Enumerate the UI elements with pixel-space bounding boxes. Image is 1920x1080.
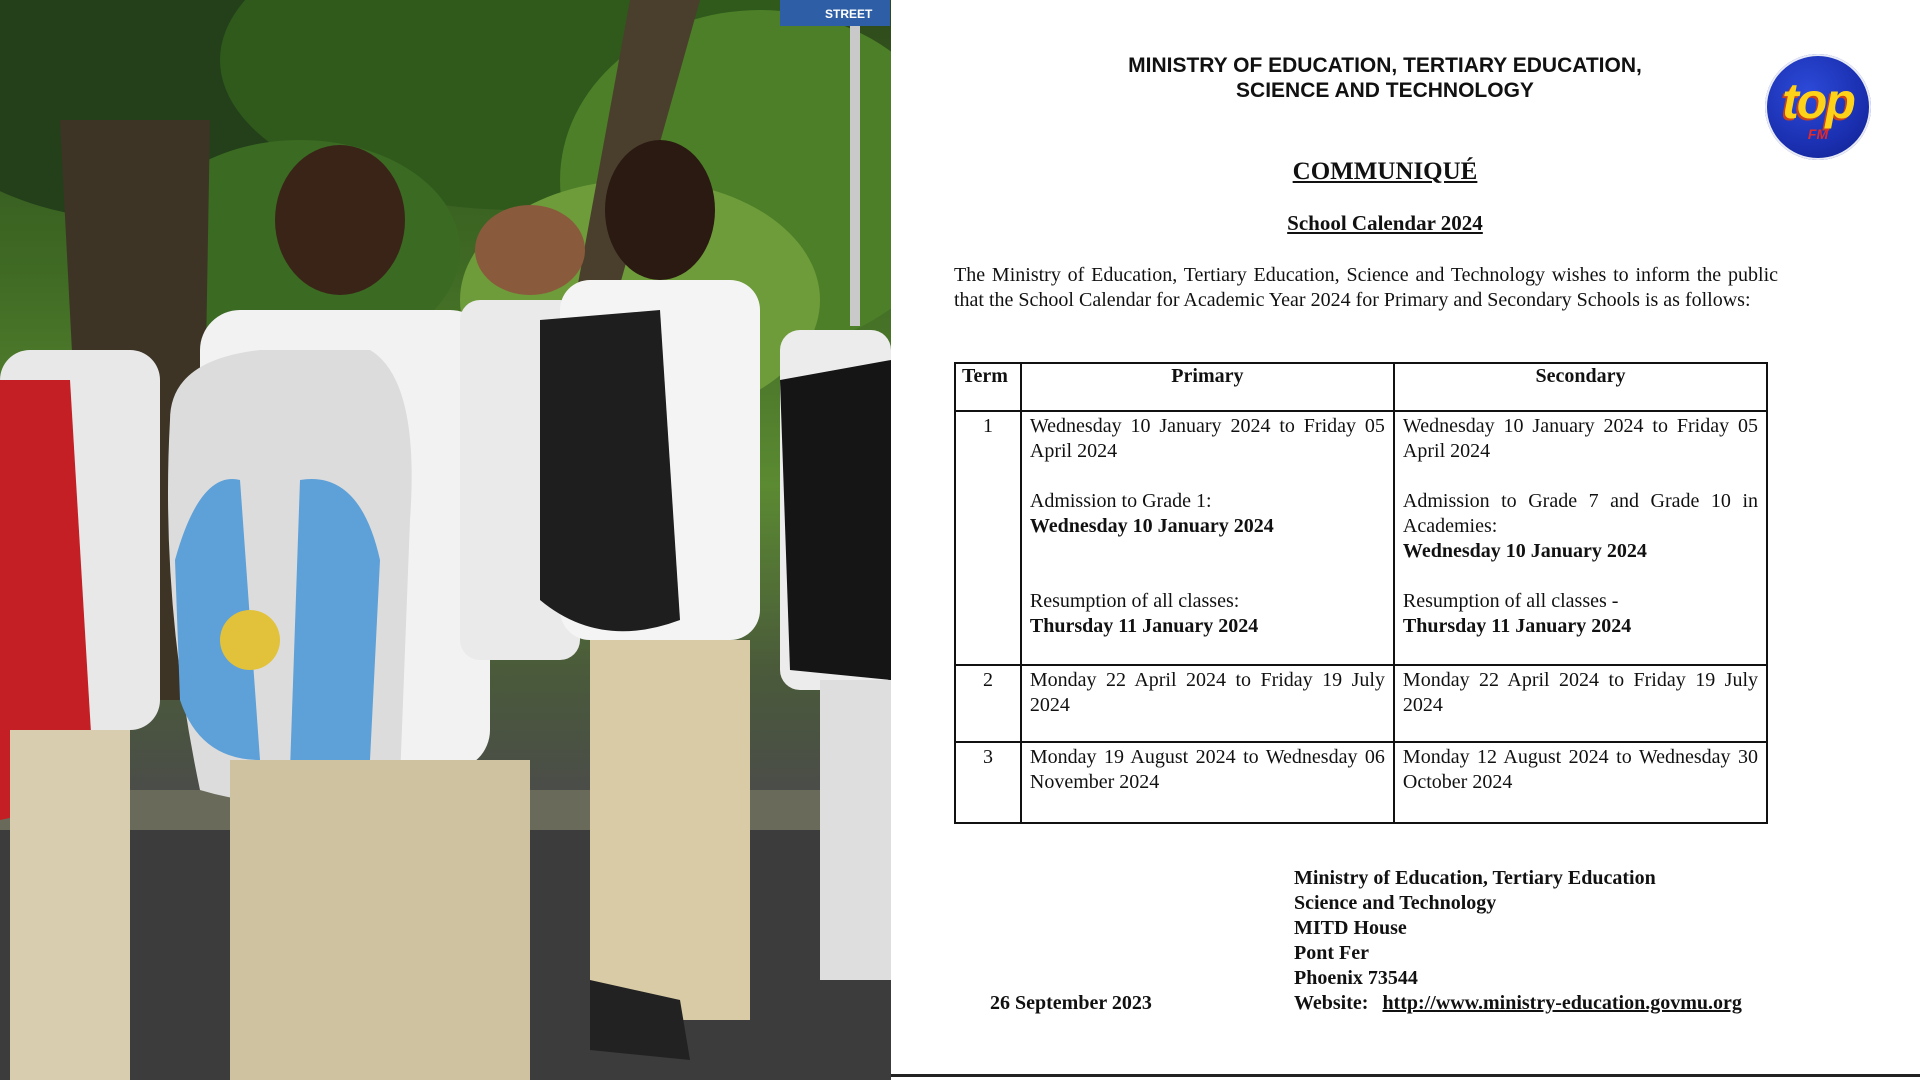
term1-primary-resumption-date: Thursday 11 January 2024 <box>1029 615 1259 637</box>
term1-primary-period: Wednesday 10 January 2024 to Friday 05 April 2024 <box>1029 415 1385 462</box>
ministry-header <box>1060 53 1710 103</box>
website-line <box>1294 991 1814 1016</box>
table-row <box>955 742 1767 823</box>
ministry-signature-block <box>1294 866 1814 1016</box>
ministry-header-line2: SCIENCE AND TECHNOLOGY <box>1236 79 1534 102</box>
table-header-row <box>955 363 1767 411</box>
website-link[interactable]: http://www.ministry-education.govmu.org <box>1382 992 1742 1014</box>
term-number: 1 <box>955 411 1021 665</box>
website-label: Website: <box>1294 992 1369 1014</box>
school-calendar-table <box>954 362 1768 824</box>
term1-secondary-admission-date: Wednesday 10 January 2024 <box>1402 540 1647 562</box>
communique-title: COMMUNIQUÉ <box>1292 158 1478 185</box>
photo-scene <box>0 0 891 1080</box>
students-walking-photo <box>0 0 891 1080</box>
ministry-header-line1: MINISTRY OF EDUCATION, TERTIARY EDUCATION, <box>1128 54 1642 77</box>
communique-date: 26 September 2023 <box>990 992 1152 1014</box>
top-fm-logo-top-text: top <box>1782 73 1854 129</box>
term1-secondary-cell <box>1394 411 1767 665</box>
signature-line5: Phoenix 73544 <box>1294 967 1418 989</box>
signature-line3: MITD House <box>1294 917 1407 939</box>
term1-secondary-resumption-label: Resumption of all classes - <box>1402 590 1619 612</box>
term1-secondary-period: Wednesday 10 January 2024 to Friday 05 April 2024 <box>1402 415 1758 462</box>
term1-primary-cell <box>1021 411 1394 665</box>
table-row <box>955 411 1767 665</box>
term1-secondary-resumption-date: Thursday 11 January 2024 <box>1402 615 1632 637</box>
signature-line1: Ministry of Education, Tertiary Education <box>1294 867 1656 889</box>
signature-line4: Pont Fer <box>1294 942 1369 964</box>
term1-primary-admission-label: Admission to Grade 1: <box>1029 490 1212 512</box>
street-sign-text: STREET <box>825 7 873 21</box>
calendar-title: School Calendar 2024 <box>1287 211 1483 235</box>
term-number: 2 <box>955 665 1021 742</box>
term2-secondary-period: Monday 22 April 2024 to Friday 19 July 2024 <box>1394 665 1767 742</box>
term1-secondary-admission-label: Admission to Grade 7 and Grade 10 in Academies: <box>1402 490 1758 537</box>
term1-primary-resumption-label: Resumption of all classes: <box>1029 590 1240 612</box>
term1-primary-admission-date: Wednesday 10 January 2024 <box>1029 515 1274 537</box>
top-fm-logo-fm-text: FM <box>1807 126 1829 142</box>
header-secondary: Secondary <box>1394 363 1767 411</box>
term3-secondary-period: Monday 12 August 2024 to Wednesday 30 October 2024 <box>1394 742 1767 823</box>
header-primary: Primary <box>1021 363 1394 411</box>
term2-primary-period: Monday 22 April 2024 to Friday 19 July 2024 <box>1021 665 1394 742</box>
signature-line2: Science and Technology <box>1294 892 1497 914</box>
intro-paragraph: The Ministry of Education, Tertiary Education, Science and Technology wishes to inform the public that the School Calendar for Academic Year 2024 for Primary and Secondary Schools is as follows: <box>954 264 1778 311</box>
term3-primary-period: Monday 19 August 2024 to Wednesday 06 November 2024 <box>1021 742 1394 823</box>
table-row <box>955 665 1767 742</box>
term-number: 3 <box>955 742 1021 823</box>
document-bottom-border <box>891 1074 1920 1077</box>
header-term: Term <box>955 363 1021 411</box>
